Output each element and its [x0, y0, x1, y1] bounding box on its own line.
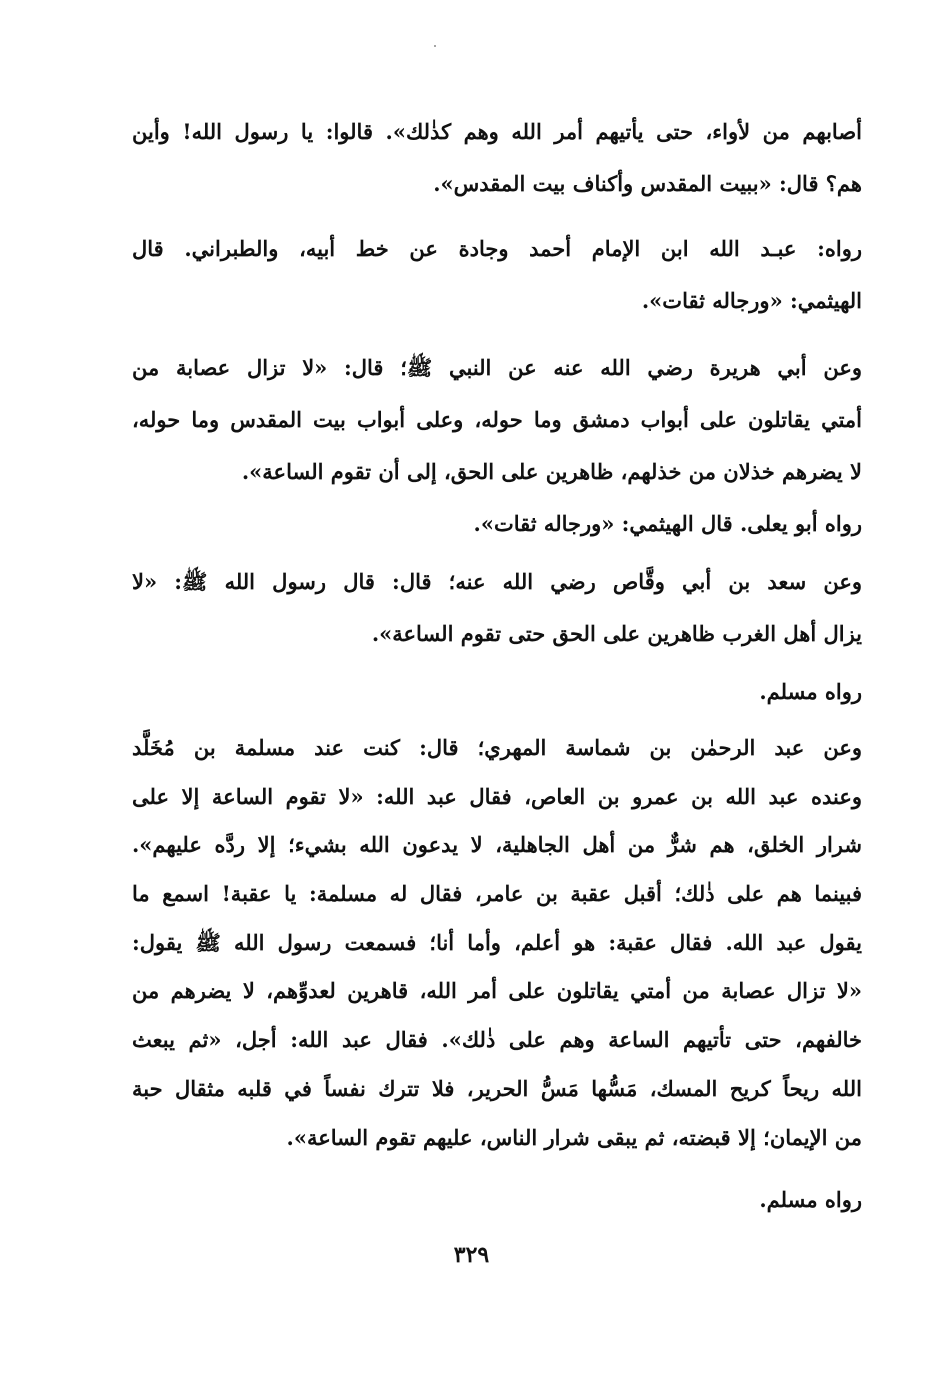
- text-line: وعنده عبد الله بن عمرو بن العاص، فقال عبد الله: «لا تقوم الساعة إلا على: [132, 783, 862, 809]
- text-line: «لا تزال عصابة من أمتي يقاتلون على أمر الله، قاهرين لعدوِّهم، لا يضرهم من: [132, 978, 862, 1004]
- paragraph-1: [132, 106, 862, 210]
- text-line: فبينما هم على ذٰلك؛ أقبل عقبة بن عامر، فقال له مسلمة: يا عقبة! اسمع ما: [132, 881, 862, 907]
- text-line: لا يضرهم خذلان من خذلهم، ظاهرين على الحق، إلى أن تقوم الساعة».: [241, 459, 862, 484]
- text-line: من الإيمان؛ إلا قبضته، ثم يبقى شرار الناس، عليهم تقوم الساعة».: [286, 1124, 862, 1150]
- text-line: رواه مسلم.: [759, 1187, 862, 1212]
- text-line: وعن أبي هريرة رضي الله عنه عن النبي ﷺ؛ قال: «لا تزال عصابة من: [132, 355, 862, 380]
- paragraph-4: [132, 498, 862, 550]
- text-line: رواه: عبـد الله ابن الإمام أحمد وجادة عن خط أبيه، والطبراني. قال: [132, 236, 862, 261]
- text-line: الهيثمي: «ورجاله ثقات».: [641, 288, 862, 313]
- paragraph-5: [132, 556, 862, 660]
- text-line: يزال أهل الغرب ظاهرين على الحق حتى تقوم الساعة».: [371, 621, 862, 646]
- scan-speck: [434, 45, 436, 47]
- text-line: يقول عبد الله. فقال عقبة: هو أعلم، وأما أنا؛ فسمعت رسول الله ﷺ يقول:: [132, 929, 862, 955]
- paragraph-8: [132, 1174, 862, 1226]
- text-line: رواه أبو يعلى. قال الهيثمي: «ورجاله ثقات».: [473, 511, 862, 536]
- text-line: وعن سعد بن أبي وقَّاص رضي الله عنه؛ قال: قال رسول الله ﷺ: «لا: [132, 569, 862, 594]
- paragraph-7: [132, 724, 862, 1162]
- paragraph-6: [132, 666, 862, 718]
- text-line: هم؟ قال: «ببيت المقدس وأكناف بيت المقدس».: [433, 171, 862, 196]
- text-line: خالفهم، حتى تأتيهم الساعة وهم على ذٰلك». فقال عبد الله: أجل، «ثم يبعث: [132, 1027, 862, 1053]
- text-line: أمتي يقاتلون على أبواب دمشق وما حوله، وعلى أبواب بيت المقدس وما حوله،: [132, 407, 862, 432]
- text-line: الله ريحاً كريح المسك، مَسُّها مَسُّ الحرير، فلا تترك نفساً في قلبه مثقال حبة: [132, 1075, 862, 1101]
- text-line: شرار الخلق، هم شرٌّ من أهل الجاهلية، لا يدعون الله بشيء؛ إلا ردَّه عليهم».: [132, 832, 862, 858]
- page-number: ٣٢٩: [453, 1242, 490, 1268]
- paragraph-3: [132, 342, 862, 498]
- text-line: أصابهم من لأواء، حتى يأتيهم أمر الله وهم كذٰلك». قالوا: يا رسول الله! وأين: [132, 119, 862, 144]
- paragraph-2: [132, 223, 862, 327]
- text-line: وعن عبد الرحمٰن بن شماسة المهري؛ قال: كنت عند مسلمة بن مُخَلَّد: [132, 735, 862, 760]
- text-line: رواه مسلم.: [759, 679, 862, 704]
